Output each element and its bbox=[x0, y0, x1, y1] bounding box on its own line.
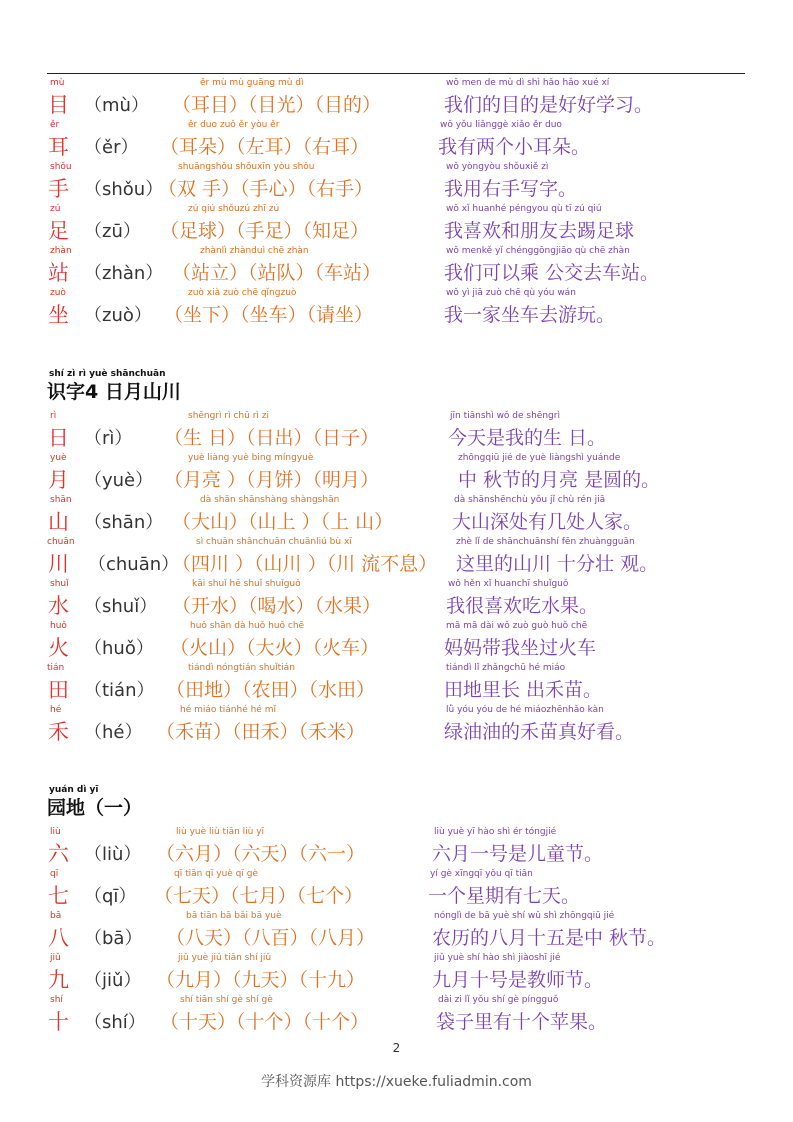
word-examples: （耳目）（目光）（目的） bbox=[172, 94, 382, 116]
word-examples: （开水）（喝水）（水果） bbox=[172, 595, 382, 617]
char-pinyin: tián bbox=[47, 663, 65, 673]
char-reading: （huǒ） bbox=[84, 638, 154, 659]
list-item bbox=[0, 120, 793, 162]
word-examples: （田地）（农田）（水田） bbox=[166, 679, 376, 701]
word-examples: （坐下）（坐车）（请坐） bbox=[164, 304, 374, 326]
word-examples: （生 日）（日出）（日子） bbox=[164, 427, 380, 449]
char-pinyin: zuò bbox=[50, 288, 66, 298]
sentence-pinyin: mā mā dài wǒ zuò guò huǒ chē bbox=[446, 621, 588, 631]
char-reading: （ěr） bbox=[84, 137, 139, 158]
list-item bbox=[0, 827, 793, 869]
sentence-pinyin: tiándì lǐ zhǎngchū hé miáo bbox=[446, 663, 566, 673]
char-reading: （zū） bbox=[84, 221, 141, 242]
example-sentence: 我喜欢和朋友去踢足球 bbox=[444, 220, 635, 242]
sentence-pinyin: zhè lǐ de shānchuānshí fēn zhuàngguān bbox=[456, 537, 635, 547]
heading-pinyin: shí zì rì yuè shānchuān bbox=[49, 369, 166, 379]
example-sentence: 绿油油的禾苗真好看。 bbox=[444, 721, 635, 743]
sentence-pinyin: wǒ hěn xǐ huanchī shuǐguǒ bbox=[448, 579, 569, 589]
list-item bbox=[0, 78, 793, 120]
char-pinyin: bā bbox=[50, 911, 62, 921]
words-pinyin: hé miáo tiánhé hé mǐ bbox=[180, 705, 276, 715]
char-pinyin: chuān bbox=[47, 537, 75, 547]
example-sentence: 六月一号是儿童节。 bbox=[432, 843, 604, 865]
word-examples: （八天）（八百）（八月） bbox=[166, 927, 376, 949]
char-reading: （chuān） bbox=[88, 554, 180, 575]
hanzi-character: 山 bbox=[48, 510, 69, 534]
words-pinyin: ěr mù mù guāng mù dì bbox=[200, 78, 304, 88]
list-item bbox=[0, 995, 793, 1037]
sentence-pinyin: wǒ menkě yǐ chénggōngjiāo qù chē zhàn bbox=[446, 246, 630, 256]
char-reading: （jiǔ） bbox=[84, 970, 142, 991]
char-reading: （mù） bbox=[84, 95, 149, 116]
sentence-pinyin: dài zi lǐ yǒu shí gè píngguǒ bbox=[438, 995, 559, 1005]
words-pinyin: ěr duo zuǒ ěr yòu ěr bbox=[188, 120, 280, 130]
list-item bbox=[0, 162, 793, 204]
example-sentence: 我用右手写字。 bbox=[444, 178, 578, 200]
word-examples: （禾苗）（田禾）（禾米） bbox=[156, 721, 366, 743]
char-reading: （zhàn） bbox=[84, 263, 164, 284]
hanzi-character: 日 bbox=[48, 426, 69, 450]
top-rule bbox=[47, 73, 745, 74]
sentence-pinyin: zhōngqiū jié de yuè liàngshì yuánde bbox=[458, 453, 621, 463]
heading-title: 园地（一） bbox=[47, 797, 143, 819]
list-item bbox=[0, 663, 793, 705]
list-item bbox=[0, 705, 793, 747]
hanzi-character: 十 bbox=[48, 1010, 69, 1034]
words-pinyin: sì chuān shānchuān chuānliú bù xī bbox=[196, 537, 352, 547]
words-pinyin: shuāngshǒu shǒuxīn yòu shǒu bbox=[178, 162, 315, 172]
words-pinyin: shí tiān shí gè shí gè bbox=[180, 995, 273, 1005]
hanzi-character: 站 bbox=[48, 261, 69, 285]
words-pinyin: jiǔ yuè jiǔ tiān shí jiǔ bbox=[178, 953, 272, 963]
char-pinyin: ěr bbox=[50, 120, 60, 130]
section-heading bbox=[47, 369, 347, 407]
char-pinyin: shǒu bbox=[50, 162, 72, 172]
hanzi-character: 月 bbox=[48, 468, 69, 492]
hanzi-character: 目 bbox=[48, 93, 69, 117]
words-pinyin: zhànlì zhànduì chē zhàn bbox=[200, 246, 309, 256]
word-examples: （九月）（九天）（十九） bbox=[156, 969, 366, 991]
list-item bbox=[0, 911, 793, 953]
example-sentence: 田地里长 出禾苗。 bbox=[444, 679, 603, 701]
example-sentence: 妈妈带我坐过火车 bbox=[444, 637, 597, 659]
example-sentence: 袋子里有十个苹果。 bbox=[436, 1011, 608, 1033]
char-pinyin: liù bbox=[50, 827, 61, 837]
list-item bbox=[0, 453, 793, 495]
sentence-pinyin: jīn tiānshì wǒ de shēngrì bbox=[450, 411, 560, 421]
char-reading: （shuǐ） bbox=[84, 596, 158, 617]
example-sentence: 我有两个小耳朵。 bbox=[438, 136, 591, 158]
list-item bbox=[0, 579, 793, 621]
sentence-pinyin: nónglì de bā yuè shí wǔ shì zhōngqiū jié bbox=[434, 911, 615, 921]
char-reading: （tián） bbox=[84, 680, 155, 701]
word-examples: （火山）（大火）（火车） bbox=[170, 637, 380, 659]
char-reading: （shǒu） bbox=[84, 179, 164, 200]
hanzi-character: 坐 bbox=[48, 303, 69, 327]
sentence-pinyin: wǒ yǒu liǎnggè xiǎo ěr duo bbox=[440, 120, 562, 130]
word-examples: （大山）（山上 ）（上 山） bbox=[172, 511, 394, 533]
char-reading: （rì） bbox=[84, 428, 133, 449]
hanzi-character: 水 bbox=[48, 594, 69, 618]
char-reading: （zuò） bbox=[84, 305, 152, 326]
list-item bbox=[0, 537, 793, 579]
char-pinyin: zú bbox=[50, 204, 61, 214]
words-pinyin: tiándì nóngtián shuǐtián bbox=[188, 663, 295, 673]
char-pinyin: rì bbox=[50, 411, 57, 421]
example-sentence: 今天是我的生 日。 bbox=[448, 427, 607, 449]
words-pinyin: zuò xià zuò chē qǐngzuò bbox=[188, 288, 297, 298]
words-pinyin: liù yuè liù tiān liù yī bbox=[176, 827, 265, 837]
char-pinyin: mù bbox=[50, 78, 65, 88]
list-item bbox=[0, 953, 793, 995]
words-pinyin: qī tiān qī yuè qī gè bbox=[174, 869, 259, 879]
example-sentence: 我一家坐车去游玩。 bbox=[444, 304, 616, 326]
list-item bbox=[0, 495, 793, 537]
hanzi-character: 八 bbox=[48, 926, 69, 950]
example-sentence: 中 秋节的月亮 是圆的。 bbox=[458, 469, 661, 491]
example-sentence: 我们的目的是好好学习。 bbox=[444, 94, 654, 116]
sentence-pinyin: jiǔ yuè shí hào shì jiàoshī jié bbox=[434, 953, 561, 963]
hanzi-character: 九 bbox=[48, 968, 69, 992]
char-pinyin: jiǔ bbox=[50, 953, 61, 963]
example-sentence: 农历的八月十五是中 秋节。 bbox=[432, 927, 667, 949]
sentence-pinyin: yí gè xīngqī yǒu qī tiān bbox=[430, 869, 533, 879]
hanzi-character: 田 bbox=[48, 678, 69, 702]
sentence-pinyin: liù yuè yī hào shì ér tóngjié bbox=[434, 827, 557, 837]
words-pinyin: dà shān shānshàng shàngshān bbox=[200, 495, 340, 505]
char-pinyin: huǒ bbox=[50, 621, 67, 631]
list-item bbox=[0, 869, 793, 911]
example-sentence: 九月十号是教师节。 bbox=[432, 969, 604, 991]
char-reading: （hé） bbox=[84, 722, 143, 743]
word-examples: （站立）（站队）（车站） bbox=[172, 262, 382, 284]
hanzi-character: 禾 bbox=[48, 720, 69, 744]
char-reading: （shān） bbox=[84, 512, 164, 533]
hanzi-character: 川 bbox=[48, 552, 69, 576]
heading-title: 识字4 日月山川 bbox=[47, 381, 181, 403]
words-pinyin: zú qiú shǒuzú zhī zú bbox=[188, 204, 280, 214]
list-item bbox=[0, 621, 793, 663]
list-item bbox=[0, 204, 793, 246]
word-examples: （六月）（六天）（六一） bbox=[156, 843, 366, 865]
example-sentence: 一个星期有七天。 bbox=[428, 885, 581, 907]
word-examples: （耳朵）（左耳）（右耳） bbox=[160, 136, 370, 158]
sentence-pinyin: wǒ yì jiā zuò chē qù yóu wán bbox=[446, 288, 576, 298]
char-reading: （qī） bbox=[84, 886, 137, 907]
char-pinyin: shān bbox=[50, 495, 72, 505]
example-sentence: 我们可以乘 公交去车站。 bbox=[444, 262, 660, 284]
section-heading bbox=[47, 785, 347, 823]
char-reading: （bā） bbox=[84, 928, 143, 949]
list-item bbox=[0, 246, 793, 288]
char-pinyin: yuè bbox=[50, 453, 67, 463]
sentence-pinyin: wǒ xǐ huanhé péngyou qù tī zú qiú bbox=[446, 204, 602, 214]
char-reading: （liù） bbox=[84, 844, 142, 865]
word-examples: （月亮 ）（月饼）（明月） bbox=[164, 469, 380, 491]
char-reading: （shí） bbox=[84, 1012, 146, 1033]
char-pinyin: shuǐ bbox=[50, 579, 69, 589]
char-reading: （yuè） bbox=[84, 470, 154, 491]
words-pinyin: huǒ shān dà huǒ huǒ chē bbox=[190, 621, 305, 631]
hanzi-character: 手 bbox=[48, 177, 69, 201]
hanzi-character: 七 bbox=[48, 884, 69, 908]
page-number: 2 bbox=[392, 1041, 401, 1055]
word-examples: （双 手）（手心）（右手） bbox=[158, 178, 374, 200]
hanzi-character: 足 bbox=[48, 219, 69, 243]
char-pinyin: qī bbox=[50, 869, 59, 879]
list-item bbox=[0, 411, 793, 453]
words-pinyin: bā tiān bā bǎi bā yuè bbox=[186, 911, 282, 921]
example-sentence: 大山深处有几处人家。 bbox=[452, 511, 643, 533]
char-pinyin: shí bbox=[50, 995, 63, 1005]
char-pinyin: zhàn bbox=[50, 246, 72, 256]
sentence-pinyin: dà shānshēnchù yǒu jǐ chù rén jiā bbox=[454, 495, 606, 505]
footer-text: 学科资源库 https://xueke.fuliadmin.com bbox=[261, 1074, 532, 1090]
word-examples: （十天）（十个）（十个） bbox=[160, 1011, 370, 1033]
example-sentence: 我很喜欢吃水果。 bbox=[446, 595, 599, 617]
hanzi-character: 六 bbox=[48, 842, 69, 866]
sentence-pinyin: wǒ yòngyòu shǒuxiě zì bbox=[446, 162, 549, 172]
sentence-pinyin: lǜ yóu yóu de hé miáozhēnhǎo kàn bbox=[446, 705, 604, 715]
heading-pinyin: yuán dì yī bbox=[49, 785, 99, 795]
word-examples: （七天）（七月）（七个） bbox=[154, 885, 364, 907]
sentence-pinyin: wǒ men de mù dì shì hǎo hǎo xué xí bbox=[446, 78, 610, 88]
words-pinyin: yuè liàng yuè bing míngyuè bbox=[188, 453, 314, 463]
word-examples: （足球）（手足）（知足） bbox=[160, 220, 370, 242]
char-pinyin: hé bbox=[50, 705, 62, 715]
example-sentence: 这里的山川 十分壮 观。 bbox=[456, 553, 659, 575]
word-examples: （四川 ）（山川 ）（川 流不息） bbox=[172, 553, 438, 575]
words-pinyin: shēngrì rì chū rì zi bbox=[188, 411, 269, 421]
list-item bbox=[0, 288, 793, 330]
words-pinyin: kāi shuǐ hē shuǐ shuǐguǒ bbox=[192, 579, 301, 589]
hanzi-character: 火 bbox=[48, 636, 69, 660]
hanzi-character: 耳 bbox=[48, 135, 69, 159]
